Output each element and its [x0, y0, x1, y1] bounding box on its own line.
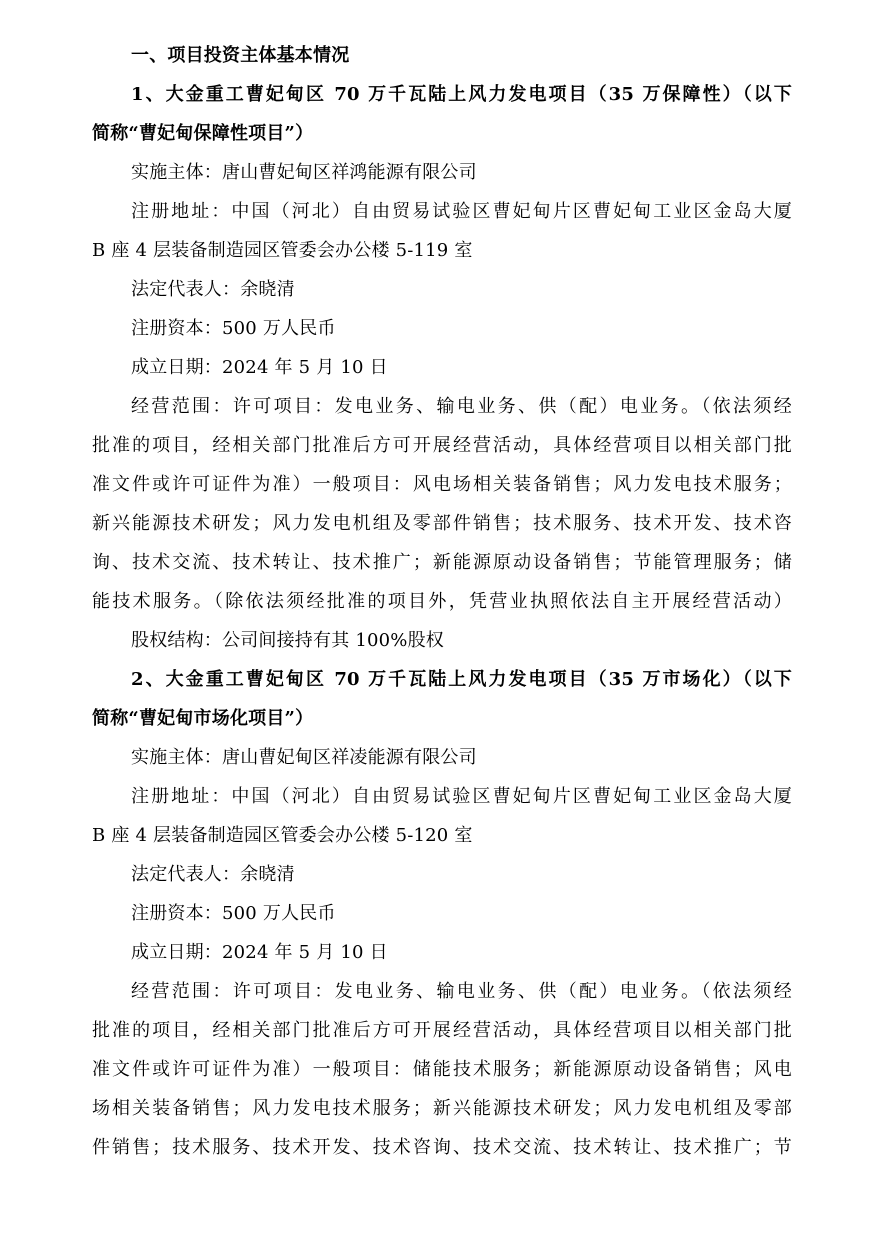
project-1-title-line-1: 1、大金重工曹妃甸区 70 万千瓦陆上风力发电项目（35 万保障性）（以下 — [131, 84, 792, 105]
project-1-equity: 股权结构：公司间接持有其 100%股权 — [131, 630, 444, 651]
project-2-title-line-1: 2、大金重工曹妃甸区 70 万千瓦陆上风力发电项目（35 万市场化）（以下 — [131, 669, 792, 690]
project-1-scope-line-1: 经营范围：许可项目：发电业务、输电业务、供（配）电业务。（依法须经 — [131, 396, 792, 417]
project-1-scope-line-2: 批准的项目，经相关部门批准后方可开展经营活动，具体经营项目以相关部门批 — [92, 435, 792, 456]
project-2-legal-rep: 法定代表人：余晓清 — [131, 864, 295, 885]
project-1-entity: 实施主体：唐山曹妃甸区祥鸿能源有限公司 — [131, 162, 477, 183]
project-2-title-line-2: 简称“曹妃甸市场化项目”） — [92, 708, 314, 729]
project-1-scope-line-4: 新兴能源技术研发；风力发电机组及零部件销售；技术服务、技术开发、技术咨 — [92, 513, 792, 534]
project-2-scope-line-2: 批准的项目，经相关部门批准后方可开展经营活动，具体经营项目以相关部门批 — [92, 1020, 792, 1041]
project-1-scope-line-3: 准文件或许可证件为准）一般项目：风电场相关装备销售；风力发电技术服务； — [92, 474, 792, 495]
project-2-established: 成立日期：2024 年 5 月 10 日 — [131, 942, 388, 963]
project-1-address-line-1: 注册地址：中国（河北）自由贸易试验区曹妃甸片区曹妃甸工业区金岛大厦 — [131, 201, 792, 222]
project-2-scope-line-1: 经营范围：许可项目：发电业务、输电业务、供（配）电业务。（依法须经 — [131, 981, 792, 1002]
project-2-scope-line-3: 准文件或许可证件为准）一般项目：储能技术服务；新能源原动设备销售；风电 — [92, 1059, 792, 1080]
project-1-capital: 注册资本：500 万人民币 — [131, 318, 336, 339]
project-2-address-line-2: B 座 4 层装备制造园区管委会办公楼 5-120 室 — [92, 825, 473, 846]
document-page — [92, 36, 792, 1167]
project-1-scope-line-6: 能技术服务。（除依法须经批准的项目外，凭营业执照依法自主开展经营活动） — [92, 591, 792, 612]
project-2-scope-line-5: 件销售；技术服务、技术开发、技术咨询、技术交流、技术转让、技术推广；节 — [92, 1137, 792, 1158]
project-1-address-line-2: B 座 4 层装备制造园区管委会办公楼 5-119 室 — [92, 240, 473, 261]
project-1-established: 成立日期：2024 年 5 月 10 日 — [131, 357, 388, 378]
project-2-capital: 注册资本：500 万人民币 — [131, 903, 336, 924]
project-1-scope-line-5: 询、技术交流、技术转让、技术推广；新能源原动设备销售；节能管理服务；储 — [92, 552, 792, 573]
project-2-scope-line-4: 场相关装备销售；风力发电技术服务；新兴能源技术研发；风力发电机组及零部 — [92, 1098, 792, 1119]
project-1-title-line-2: 简称“曹妃甸保障性项目”） — [92, 123, 314, 144]
project-2-address-line-1: 注册地址：中国（河北）自由贸易试验区曹妃甸片区曹妃甸工业区金岛大厦 — [131, 786, 792, 807]
section-heading: 一、项目投资主体基本情况 — [131, 45, 350, 66]
project-2-entity: 实施主体：唐山曹妃甸区祥凌能源有限公司 — [131, 747, 477, 768]
project-1-legal-rep: 法定代表人：余晓清 — [131, 279, 295, 300]
